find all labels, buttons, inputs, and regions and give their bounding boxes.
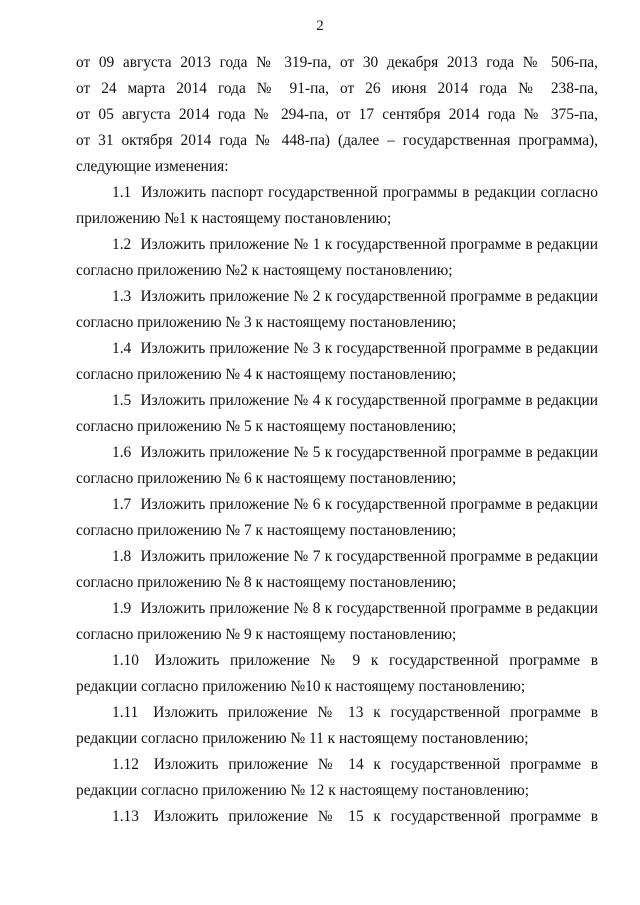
item-text: Изложить приложение № 7 к государственной программе в редакции [140, 548, 598, 565]
item-text: Изложить паспорт государственной программы в редакции согласно [141, 184, 598, 201]
item-number: 1.10 [112, 652, 139, 669]
amendment-item [76, 284, 598, 336]
document-body [76, 50, 598, 830]
amendment-item [76, 492, 598, 544]
amendment-item [76, 752, 598, 804]
item-text: Изложить приложение № 8 к государственной программе в редакции [140, 600, 598, 617]
amendment-list [76, 180, 598, 830]
amendment-first-line [76, 700, 598, 726]
item-number: 1.2 [112, 236, 132, 253]
item-number: 1.13 [112, 808, 139, 825]
item-text: Изложить приложение № 4 к государственной программе в редакции [140, 392, 598, 409]
item-text: Изложить приложение № 3 к государственной программе в редакции [140, 340, 598, 357]
amendment-first-line [76, 388, 598, 414]
amendment-item [76, 440, 598, 492]
amendment-continuation-line: согласно приложению № 3 к настоящему постановлению; [76, 314, 457, 331]
item-number: 1.5 [112, 392, 132, 409]
page-number: 2 [316, 18, 324, 34]
amendment-continuation-line: редакции согласно приложению №10 к настоящему постановлению; [76, 678, 526, 695]
item-number: 1.9 [112, 600, 132, 617]
item-text: Изложить приложение № 1 к государственной программе в редакции [140, 236, 598, 253]
item-number: 1.4 [112, 340, 132, 357]
amendment-continuation-line: согласно приложению №2 к настоящему постановлению; [76, 262, 453, 279]
item-number: 1.7 [112, 496, 132, 513]
item-number: 1.6 [112, 444, 132, 461]
amendment-first-line [76, 752, 598, 778]
item-text: Изложить приложение № 9 к государственной программе в [154, 652, 598, 669]
amendment-item [76, 700, 598, 752]
intro-line: от 09 августа 2013 года № 319-па, от 30 декабря 2013 года № 506-па, [76, 54, 598, 71]
amendment-item [76, 336, 598, 388]
item-text: Изложить приложение № 14 к государственной программе в [153, 756, 598, 773]
amendment-item [76, 596, 598, 648]
amendment-first-line [76, 180, 598, 206]
item-number: 1.11 [112, 704, 139, 721]
intro-line: от 31 октября 2014 года № 448-па) (далее – государственная программа), [76, 132, 598, 149]
item-text: Изложить приложение № 2 к государственной программе в редакции [140, 288, 598, 305]
item-text: Изложить приложение № 6 к государственной программе в редакции [140, 496, 598, 513]
item-text: Изложить приложение № 15 к государственной программе в [153, 808, 598, 825]
amendment-continuation-line: согласно приложению № 6 к настоящему постановлению; [76, 470, 457, 487]
item-text: Изложить приложение № 13 к государственной программе в [153, 704, 598, 721]
amendment-first-line [76, 232, 598, 258]
amendment-continuation-line: согласно приложению № 7 к настоящему постановлению; [76, 522, 457, 539]
amendment-first-line [76, 804, 598, 830]
intro-line: следующие изменения: [76, 158, 229, 175]
amendment-item [76, 388, 598, 440]
amendment-item [76, 804, 598, 830]
amendment-item [76, 232, 598, 284]
amendment-first-line [76, 492, 598, 518]
amendment-continuation-line: согласно приложению № 5 к настоящему постановлению; [76, 418, 457, 435]
item-number: 1.12 [112, 756, 139, 773]
amendment-item [76, 544, 598, 596]
amendment-item [76, 648, 598, 700]
amendment-first-line [76, 596, 598, 622]
item-number: 1.8 [112, 548, 132, 565]
amendment-continuation-line: редакции согласно приложению № 11 к настоящему постановлению; [76, 730, 529, 747]
amendment-first-line [76, 284, 598, 310]
item-text: Изложить приложение № 5 к государственной программе в редакции [140, 444, 598, 461]
amendment-continuation-line: согласно приложению № 9 к настоящему постановлению; [76, 626, 457, 643]
amendment-continuation-line: редакции согласно приложению № 12 к настоящему постановлению; [76, 782, 530, 799]
amendment-first-line [76, 336, 598, 362]
item-number: 1.1 [112, 184, 132, 201]
amendment-first-line [76, 440, 598, 466]
item-number: 1.3 [112, 288, 132, 305]
amendment-item [76, 180, 598, 232]
amendment-first-line [76, 544, 598, 570]
amendment-continuation-line: согласно приложению № 8 к настоящему постановлению; [76, 574, 457, 591]
amendment-first-line [76, 648, 598, 674]
intro-line: от 05 августа 2014 года № 294-па, от 17 сентября 2014 года № 375-па, [76, 106, 598, 123]
amendment-continuation-line: согласно приложению № 4 к настоящему постановлению; [76, 366, 457, 383]
intro-line: от 24 марта 2014 года № 91-па, от 26 июня 2014 года № 238-па, [76, 80, 598, 97]
amendment-continuation-line: приложению №1 к настоящему постановлению; [76, 210, 392, 227]
